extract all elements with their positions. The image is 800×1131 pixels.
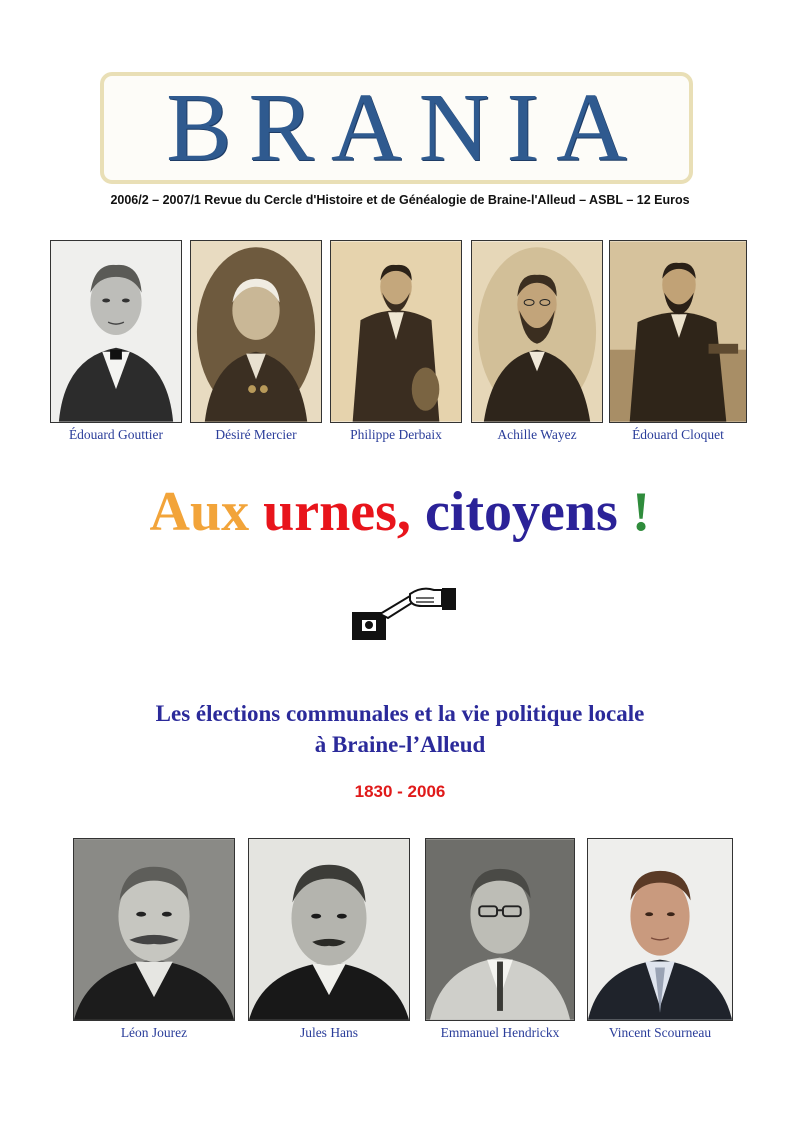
sepia-full-portrait-image [331, 241, 461, 422]
section-title-line2: à Braine-l’Alleud [314, 732, 486, 757]
portrait-cloquet [609, 240, 747, 423]
caption-jourez: Léon Jourez [120, 1025, 188, 1040]
caption-hendrickx: Emmanuel Hendrickx [440, 1025, 560, 1040]
ballot-hand-icon [350, 584, 460, 642]
issue-subtitle: 2006/2 – 2007/1 Revue du Cercle d'Histoire et de Généalogie de Braine-l'Alleud – ASBL – 12 Euros [110, 193, 690, 207]
headline [0, 481, 800, 543]
portrait-scourneau [587, 838, 733, 1021]
headline-word-aux: Aux [149, 481, 250, 543]
portrait-derbaix [330, 240, 462, 423]
section-title-line1: Les élections communales et la vie politique locale [155, 701, 645, 726]
oval-sepia-portrait-image [472, 241, 602, 422]
caption-gouttier: Édouard Gouttier [68, 427, 164, 442]
bw-portrait-image [74, 839, 234, 1020]
sepia-seated-portrait-image [610, 241, 746, 422]
magazine-title: BRANIA [166, 74, 644, 182]
headline-exclamation: ! [631, 481, 651, 543]
caption-hans: Jules Hans [299, 1025, 359, 1040]
portrait-gouttier [50, 240, 182, 423]
portrait-hendrickx [425, 838, 575, 1021]
caption-cloquet: Édouard Cloquet [632, 427, 724, 442]
caption-scourneau: Vincent Scourneau [608, 1025, 712, 1040]
portrait-mercier [190, 240, 322, 423]
color-portrait-image [588, 839, 732, 1020]
caption-mercier: Désiré Mercier [215, 427, 297, 442]
oval-sepia-portrait-image [191, 241, 321, 422]
portrait-wayez [471, 240, 603, 423]
portrait-jourez [73, 838, 235, 1021]
bw-portrait-image [249, 839, 409, 1020]
section-title [0, 698, 800, 760]
headline-word-urnes: urnes, [263, 481, 411, 543]
bw-portrait-image [426, 839, 574, 1020]
caption-derbaix: Philippe Derbaix [350, 427, 442, 442]
masthead-frame [100, 72, 693, 184]
caption-wayez: Achille Wayez [497, 427, 577, 442]
portrait-hans [248, 838, 410, 1021]
headline-word-citoyens: citoyens [424, 481, 618, 543]
engraved-portrait-image [51, 241, 181, 422]
date-range: 1830 - 2006 [354, 782, 446, 801]
